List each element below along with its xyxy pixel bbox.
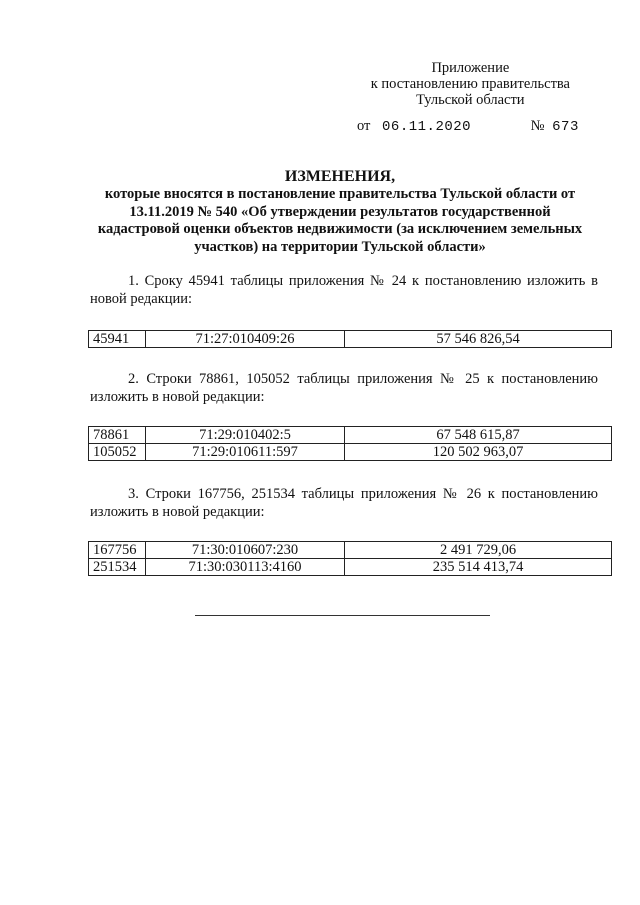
- data-table: [88, 330, 612, 348]
- cadastral-number-cell: 71:29:010611:597: [146, 444, 345, 461]
- value-cell: 67 548 615,87: [345, 427, 612, 444]
- section-text: 2. Строки 78861, 105052 таблицы приложения № 25 к постановлению изложить в новой редакции:: [90, 371, 598, 405]
- data-table: [88, 541, 612, 576]
- from-label: от: [357, 118, 371, 134]
- appendix-line: к постановлению правительства: [370, 76, 570, 92]
- row-number-cell: 105052: [89, 444, 146, 461]
- value-cell: 2 491 729,06: [345, 542, 612, 559]
- appendix-line: Тульской области: [416, 92, 525, 108]
- document-title: ИЗМЕНЕНИЯ,: [284, 168, 396, 185]
- number-label: №: [530, 118, 545, 134]
- row-number-cell: 251534: [89, 559, 146, 576]
- document-subtitle: которые вносятся в постановление правительства Тульской области от 13.11.2019 № 540 «Об утверждении результатов государственной кадастровой оценки объектов недвижимости (за исключением земельных участков) на территории Тульской области»: [97, 186, 583, 255]
- document-reference: [357, 118, 579, 135]
- value-cell: 120 502 963,07: [345, 444, 612, 461]
- table-row: [89, 542, 612, 559]
- cadastral-number-cell: 71:30:030113:4160: [146, 559, 345, 576]
- row-number-cell: 78861: [89, 427, 146, 444]
- document-number: 673: [552, 119, 579, 135]
- table-row: [89, 444, 612, 461]
- section-text: 3. Строки 167756, 251534 таблицы приложения № 26 к постановлению изложить в новой редакции:: [90, 486, 598, 520]
- appendix-header: [371, 60, 570, 108]
- cadastral-number-cell: 71:30:010607:230: [146, 542, 345, 559]
- row-number-cell: 45941: [89, 331, 146, 348]
- table-row: [89, 331, 612, 348]
- cadastral-number-cell: 71:29:010402:5: [146, 427, 345, 444]
- data-table: [88, 426, 612, 461]
- section-text: 1. Сроку 45941 таблицы приложения № 24 к постановлению изложить в новой редакции:: [90, 273, 598, 307]
- table-row: [89, 559, 612, 576]
- table-row: [89, 427, 612, 444]
- row-number-cell: 167756: [89, 542, 146, 559]
- appendix-line: Приложение: [431, 60, 510, 76]
- value-cell: 57 546 826,54: [345, 331, 612, 348]
- cadastral-number-cell: 71:27:010409:26: [146, 331, 345, 348]
- document-date: 06.11.2020: [382, 119, 472, 135]
- value-cell: 235 514 413,74: [345, 559, 612, 576]
- end-divider: [195, 615, 490, 616]
